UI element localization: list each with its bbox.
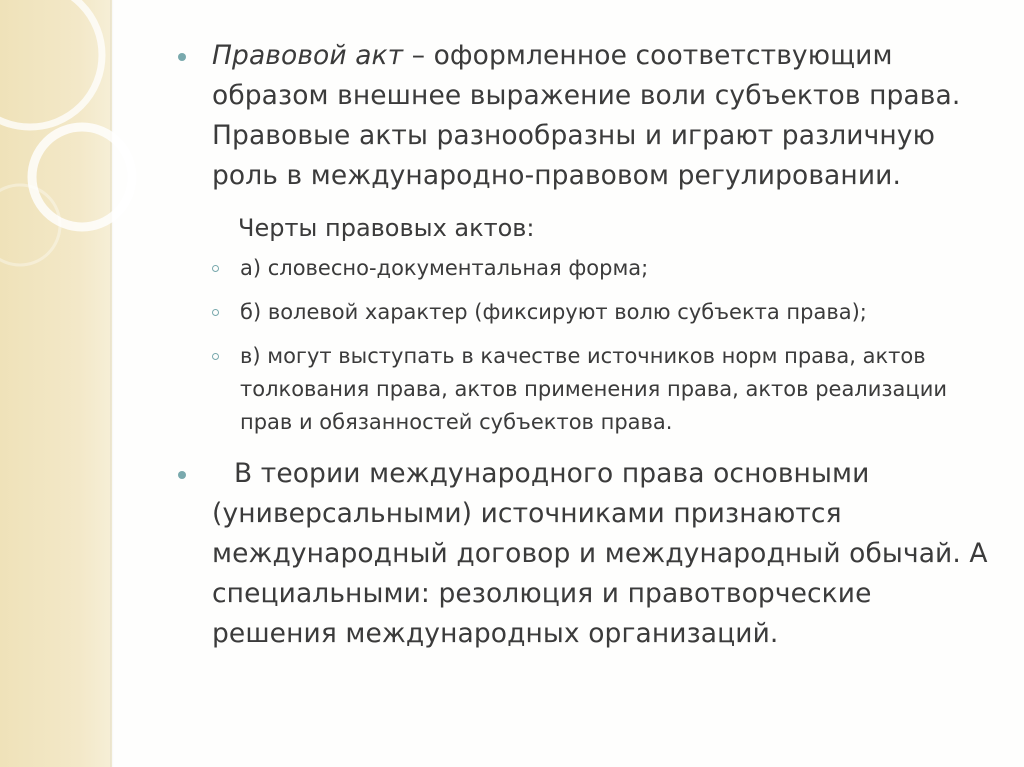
feature-item-b (178, 296, 998, 329)
legal-act-term: Правовой акт (212, 40, 404, 71)
theory-paragraph: В теории международного права основными (универсальными) источниками признаются международный договор и международный обычай. А специальными: резолюция и правотворческие решения международных организаций. (212, 458, 988, 649)
feature-item-c (178, 340, 998, 439)
sub-bullet-ring (212, 265, 219, 272)
features-heading: Черты правовых актов: (238, 214, 535, 242)
bullet-theory (178, 454, 998, 654)
sub-bullet-ring (212, 353, 219, 360)
legal-act-definition: – оформленное соответствующим образом внешнее выражение воли субъектов права. Правовые акты разнообразны и играют различную роль в международно-правовом регулировании. (212, 40, 961, 191)
feature-item-text: а) словесно-документальная форма; (240, 256, 649, 280)
slide-content (178, 36, 998, 654)
feature-item-a (178, 252, 998, 285)
sub-bullet-ring (212, 309, 219, 316)
bullet-dot (178, 471, 186, 479)
legal-act-paragraph (212, 36, 998, 196)
bullet-dot (178, 53, 186, 61)
feature-item-text: в) могут выступать в качестве источников норм права, актов толкования права, актов применения права, актов реализации прав и обязанностей субъектов права. (240, 344, 948, 434)
bullet-legal-act (178, 36, 998, 196)
decorative-rings (0, 0, 140, 300)
feature-item-text: б) волевой характер (фиксируют волю субъекта права); (240, 300, 867, 324)
